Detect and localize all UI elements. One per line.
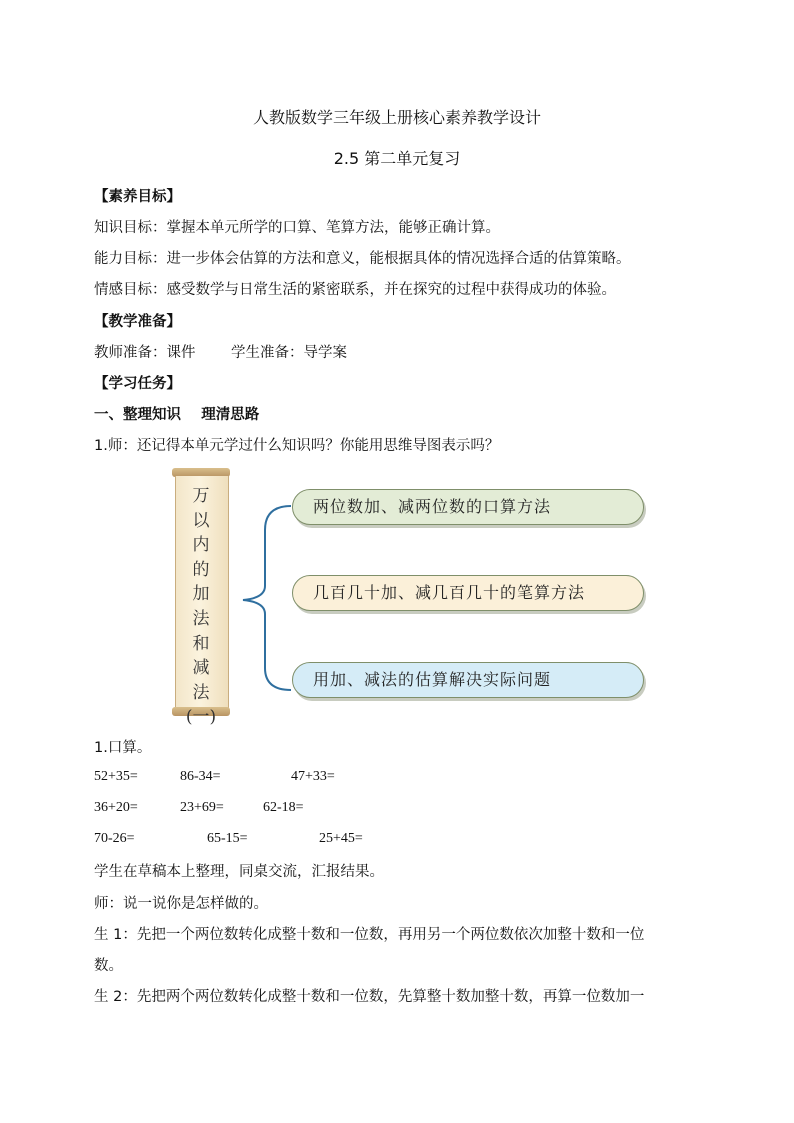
scroll-char: 万 [192,486,210,506]
oral-item: 36+20= [94,800,138,815]
oral-item: 23+69= [180,800,224,815]
oral-item: 52+35= [94,769,138,784]
scroll-char: 和 [192,633,210,654]
goal-emotion: 情感目标：感受数学与日常生活的紧密联系，并在探究的过程中获得成功的体验。 [94,282,616,298]
oral-item: 62-18= [263,800,304,815]
oral-item: 47+33= [291,769,335,784]
goal-knowledge: 知识目标：掌握本单元所学的口算、笔算方法，能够正确计算。 [94,220,500,236]
scroll-char: 法 [192,682,210,703]
scroll-char: 法 [192,608,210,629]
prep-teacher: 教师准备：课件 [94,345,196,361]
page-subtitle: 2.5 第二单元复习 [333,149,461,168]
oral-item: 86-34= [180,769,221,784]
goal-ability: 能力目标：进一步体会估算的方法和意义，能根据具体的情况选择合适的估算策略。 [94,251,631,267]
scroll-char: 的 [192,559,210,580]
branch-label: 几百几十加、减几百几十的笔算方法 [313,583,586,602]
tasks-heading: 【学习任务】 [94,376,181,392]
scroll-text [172,484,230,730]
oral-item: 70-26= [94,831,135,846]
page-title: 人教版数学三年级上册核心素养教学设计 [252,108,541,127]
oral-heading: 1.口算。 [94,740,152,756]
mindmap-scroll [172,466,230,728]
mindmap-branch-estimate [292,662,644,698]
scroll-char: 加 [192,584,210,605]
mindmap-brace [235,490,295,700]
mindmap-branch-written [292,575,644,611]
prep-heading: 【教学准备】 [94,314,181,330]
discussion-1: 学生在草稿本上整理，同桌交流，汇报结果。 [94,864,384,880]
goals-heading: 【素养目标】 [94,189,181,205]
discussion-3a: 生 1：先把一个两位数转化成整十数和一位数，再用另一个两位数依次加整十数和一位 [94,927,645,943]
discussion-3b: 数。 [94,958,123,974]
branch-label: 用加、减法的估算解决实际问题 [313,670,552,689]
prep-student: 学生准备：导学案 [231,345,347,361]
scroll-char: 内 [192,535,210,556]
scroll-char: 减 [192,658,210,679]
oral-item: 25+45= [319,831,363,846]
discussion-4: 生 2：先把两个两位数转化成整十数和一位数，先算整十数加整十数，再算一位数加一 [94,989,645,1005]
mindmap-branch-oral [292,489,644,525]
discussion-2: 师：说一说你是怎样做的。 [94,896,268,912]
question-1: 1.师：还记得本单元学过什么知识吗？你能用思维导图表示吗？ [94,438,500,454]
branch-label: 两位数加、减两位数的口算方法 [313,497,552,516]
scroll-char: 以 [192,510,210,531]
scroll-char: (一) [185,707,217,728]
part1-heading: 一、整理知识 理清思路 [94,407,260,423]
oral-item: 65-15= [207,831,248,846]
